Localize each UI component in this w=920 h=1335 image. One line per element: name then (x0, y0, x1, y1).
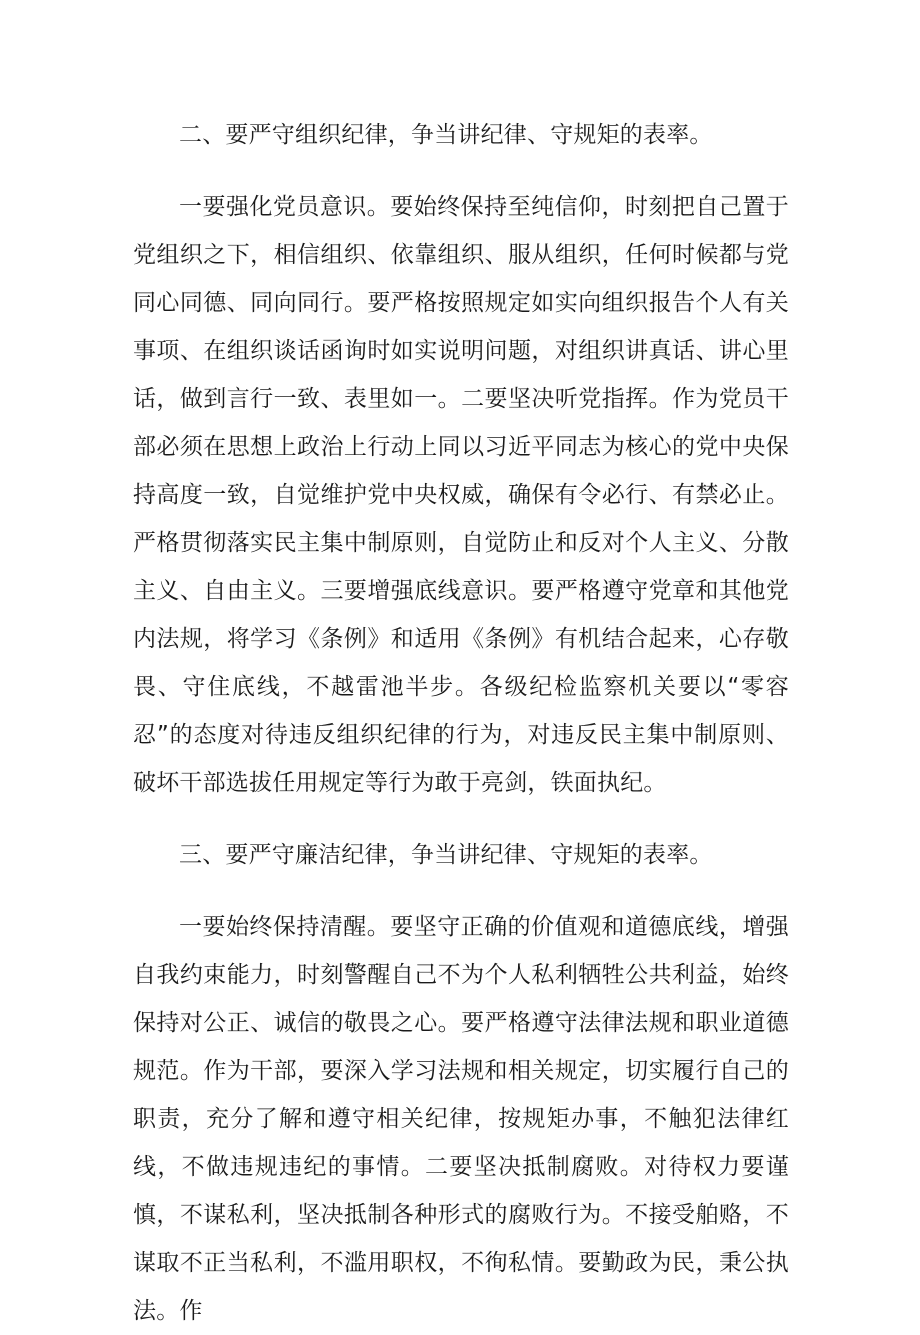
section-heading-2: 二、要严守组织纪律，争当讲纪律、守规矩的表率。 (179, 122, 713, 148)
section-body-3: 一要始终保持清醒。要坚守正确的价值观和道德底线，增强自我约束能力，时刻警醒自己不为个人私利牺牲公共利益，始终保持对公正、诚信的敬畏之心。要严格遵守法律法规和职业道德规范。作为干部，要深入学习法规和相关规定，切实履行自己的职责，充分了解和遵守相关纪律，按规矩办事，不触犯法律红线，不做违规违纪的事情。二要坚决抵制腐败。对待权力要谨慎，不谋私利，坚决抵制各种形式的腐败行为。不接受舶赂，不谋取不正当私利，不滥用职权，不徇私情。要勤政为民，秉公执法。作 (133, 914, 789, 1324)
document-page (133, 0, 789, 1335)
section-body-2: 一要强化党员意识。要始终保持至纯信仰，时刻把自己置于党组织之下，相信组织、依靠组织、服从组织，任何时候都与党同心同德、同向同行。要严格按照规定如实向组织报告个人有关事项、在组织谈话函询时如实说明问题，对组织讲真话、讲心里话，做到言行一致、表里如一。二要坚决听党指挥。作为党员干部必须在思想上政治上行动上同以习近平同志为核心的党中央保持高度一致，自觉维护党中央权威，确保有令必行、有禁必止。严格贯彻落实民主集中制原则，自觉防止和反对个人主义、分散主义、自由主义。三要增强底线意识。要严格遵守党章和其他党内法规，将学习《条例》和适用《条例》有机结合起来，心存敬畏、守住底线，不越雷池半步。各级纪检监察机关要以“零容忍”的态度对待违反组织纪律的行为，对违反民主集中制原则、破坏干部选拔任用规定等行为敢于亮剑，铁面执纪。 (133, 194, 789, 796)
section-heading-3: 三、要严守廉洁纪律，争当讲纪律、守规矩的表率。 (179, 842, 713, 868)
